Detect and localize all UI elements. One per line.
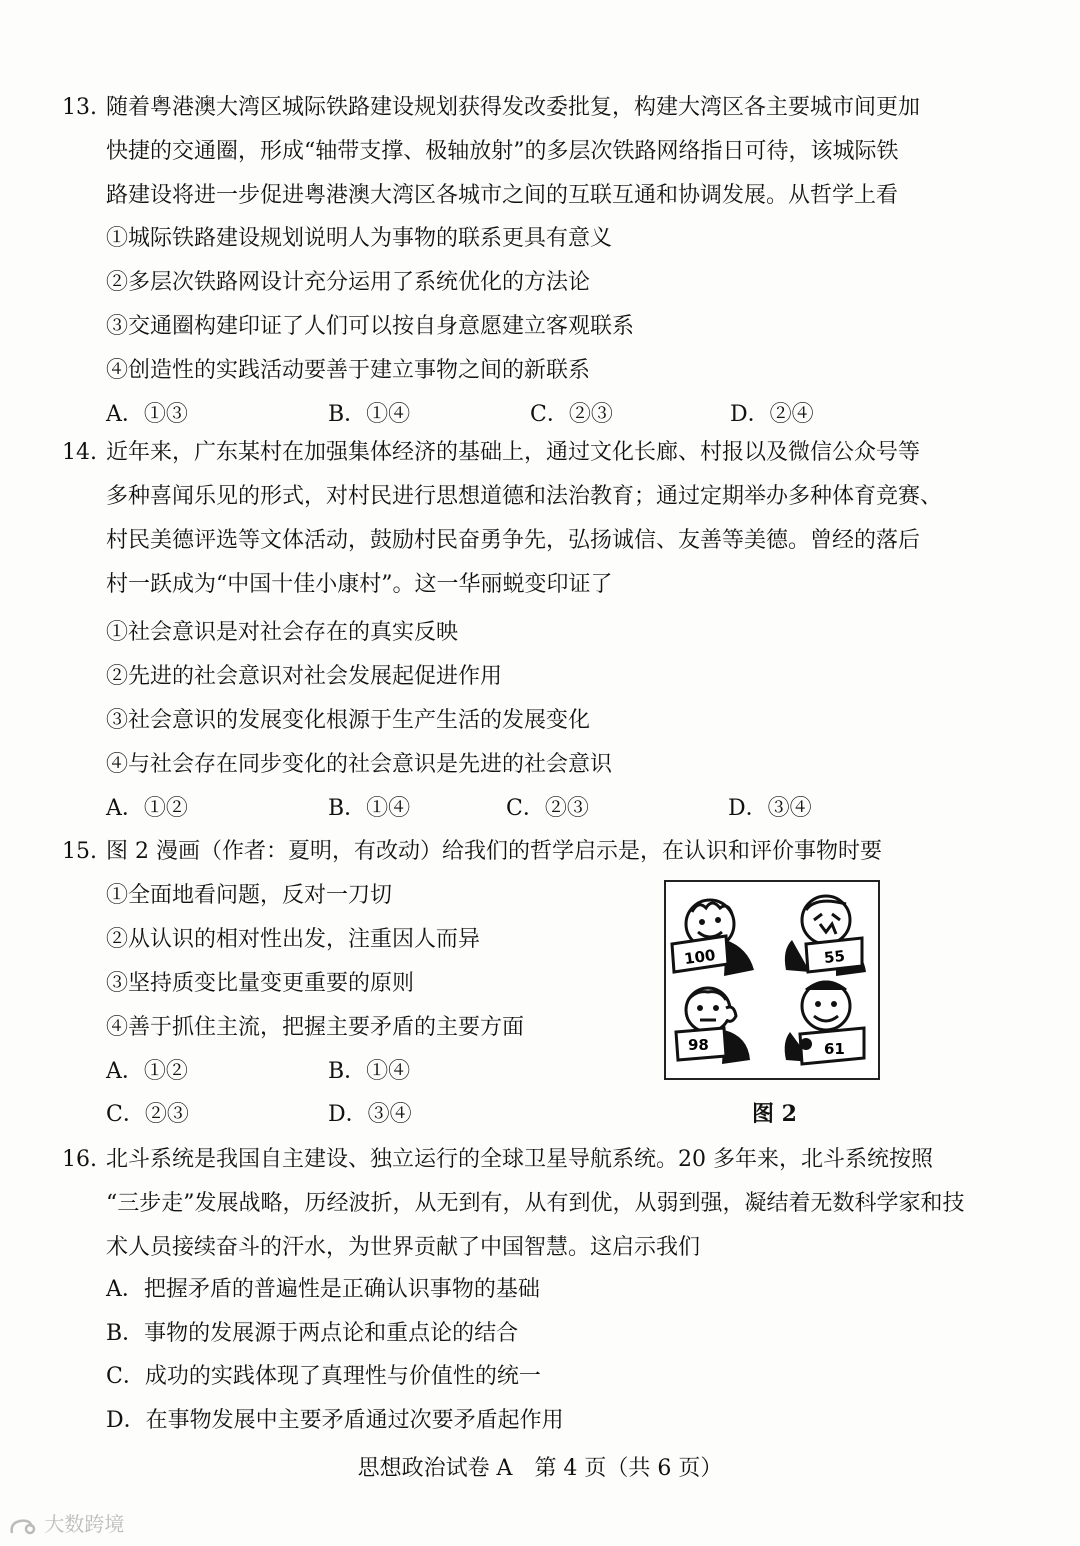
option-a[interactable]: A．①② — [106, 1059, 188, 1084]
option-c[interactable]: C．②③ — [530, 402, 613, 427]
option-a[interactable]: A．①③ — [106, 402, 188, 427]
statement-4: ④与社会存在同步变化的社会意识是先进的社会意识 — [106, 752, 613, 777]
kid-grinning-61 — [785, 982, 864, 1064]
option-c[interactable]: C．②③ — [106, 1102, 189, 1127]
cartoon-illustration — [666, 882, 878, 1078]
stem-line: 多种喜闻乐见的形式，对村民进行思想道德和法治教育；通过定期举办多种体育竞赛、 — [106, 484, 943, 509]
statement-2: ②从认识的相对性出发，注重因人而异 — [106, 927, 481, 952]
option-c[interactable]: C．成功的实践体现了真理性与价值性的统一 — [106, 1364, 541, 1389]
kid-happy-100 — [672, 900, 754, 976]
option-d[interactable]: D．在事物发展中主要矛盾通过次要矛盾起作用 — [106, 1408, 564, 1433]
stem-line: 村一跃成为“中国十佳小康村”。这一华丽蜕变印证了 — [106, 572, 613, 597]
option-b[interactable]: B．①④ — [328, 796, 411, 821]
stem-line: 快捷的交通圈，形成“轴带支撑、极轴放射”的多层次铁路网络指日可待，该城际铁 — [106, 139, 899, 164]
figure-caption: 图 2 — [752, 1101, 797, 1127]
option-a[interactable]: A．①② — [106, 796, 188, 821]
kid-upset-55 — [785, 896, 866, 976]
statement-3: ③交通圈构建印证了人们可以按自身意愿建立客观联系 — [106, 314, 635, 339]
statement-4: ④善于抓住主流，把握主要矛盾的主要方面 — [106, 1015, 525, 1040]
option-b[interactable]: B．①④ — [328, 402, 411, 427]
question-number: 15. — [62, 839, 97, 864]
kid-thinking-98 — [676, 988, 750, 1064]
option-b[interactable]: B．事物的发展源于两点论和重点论的结合 — [106, 1321, 519, 1346]
question-stem — [106, 431, 943, 607]
option-c[interactable]: C．②③ — [506, 796, 589, 821]
statement-1: ①城际铁路建设规划说明人为事物的联系更具有意义 — [106, 226, 613, 251]
statement-3: ③坚持质变比量变更重要的原则 — [106, 971, 415, 996]
stem-line: 北斗系统是我国自主建设、独立运行的全球卫星导航系统。20 多年来，北斗系统按照 — [106, 1147, 933, 1172]
score-label: 98 — [688, 1036, 709, 1054]
score-label: 100 — [683, 945, 717, 969]
score-label: 55 — [823, 946, 846, 967]
option-d[interactable]: D．③④ — [328, 1102, 412, 1127]
stem-line: 术人员接续奋斗的汗水，为世界贡献了中国智慧。这启示我们 — [106, 1235, 701, 1260]
watermark-logo-icon — [8, 1515, 38, 1537]
statement-4: ④创造性的实践活动要善于建立事物之间的新联系 — [106, 358, 591, 383]
statement-3: ③社会意识的发展变化根源于生产生活的发展变化 — [106, 708, 591, 733]
question-number: 16. — [62, 1147, 97, 1172]
option-a[interactable]: A．把握矛盾的普遍性是正确认识事物的基础 — [106, 1277, 540, 1302]
option-d[interactable]: D．③④ — [728, 796, 812, 821]
score-label: 61 — [824, 1040, 845, 1058]
stem-line: “三步走”发展战略，历经波折，从无到有，从有到优，从弱到强，凝结着无数科学家和技 — [106, 1191, 965, 1216]
statement-2: ②多层次铁路网设计充分运用了系统优化的方法论 — [106, 270, 591, 295]
statement-1: ①社会意识是对社会存在的真实反映 — [106, 620, 459, 645]
statement-2: ②先进的社会意识对社会发展起促进作用 — [106, 664, 503, 689]
stem-line: 村民美德评选等文体活动，鼓励村民奋勇争先，弘扬诚信、友善等美德。曾经的落后 — [106, 528, 921, 553]
question-stem — [106, 830, 936, 874]
stem-line: 随着粤港澳大湾区城际铁路建设规划获得发改委批复，构建大湾区各主要城市间更加 — [106, 95, 921, 120]
watermark-text: 大数跨境 — [44, 1512, 125, 1536]
stem-line: 近年来，广东某村在加强集体经济的基础上，通过文化长廊、村报以及微信公众号等 — [106, 440, 921, 465]
watermark — [8, 1508, 124, 1537]
question-stem — [106, 86, 936, 218]
question-number: 14. — [62, 440, 97, 465]
question-number: 13. — [62, 95, 97, 120]
cartoon-figure — [664, 880, 880, 1080]
stem-line: 路建设将进一步促进粤港澳大湾区各城市之间的互联互通和协调发展。从哲学上看 — [106, 183, 899, 208]
option-b[interactable]: B．①④ — [328, 1059, 411, 1084]
stem-line: 图 2 漫画（作者：夏明，有改动）给我们的哲学启示是，在认识和评价事物时要 — [106, 839, 882, 864]
option-d[interactable]: D．②④ — [730, 402, 814, 427]
page-footer: 思想政治试卷 A 第 4 页（共 6 页） — [357, 1456, 723, 1481]
statement-1: ①全面地看问题，反对一刀切 — [106, 883, 393, 908]
question-stem — [106, 1138, 965, 1270]
